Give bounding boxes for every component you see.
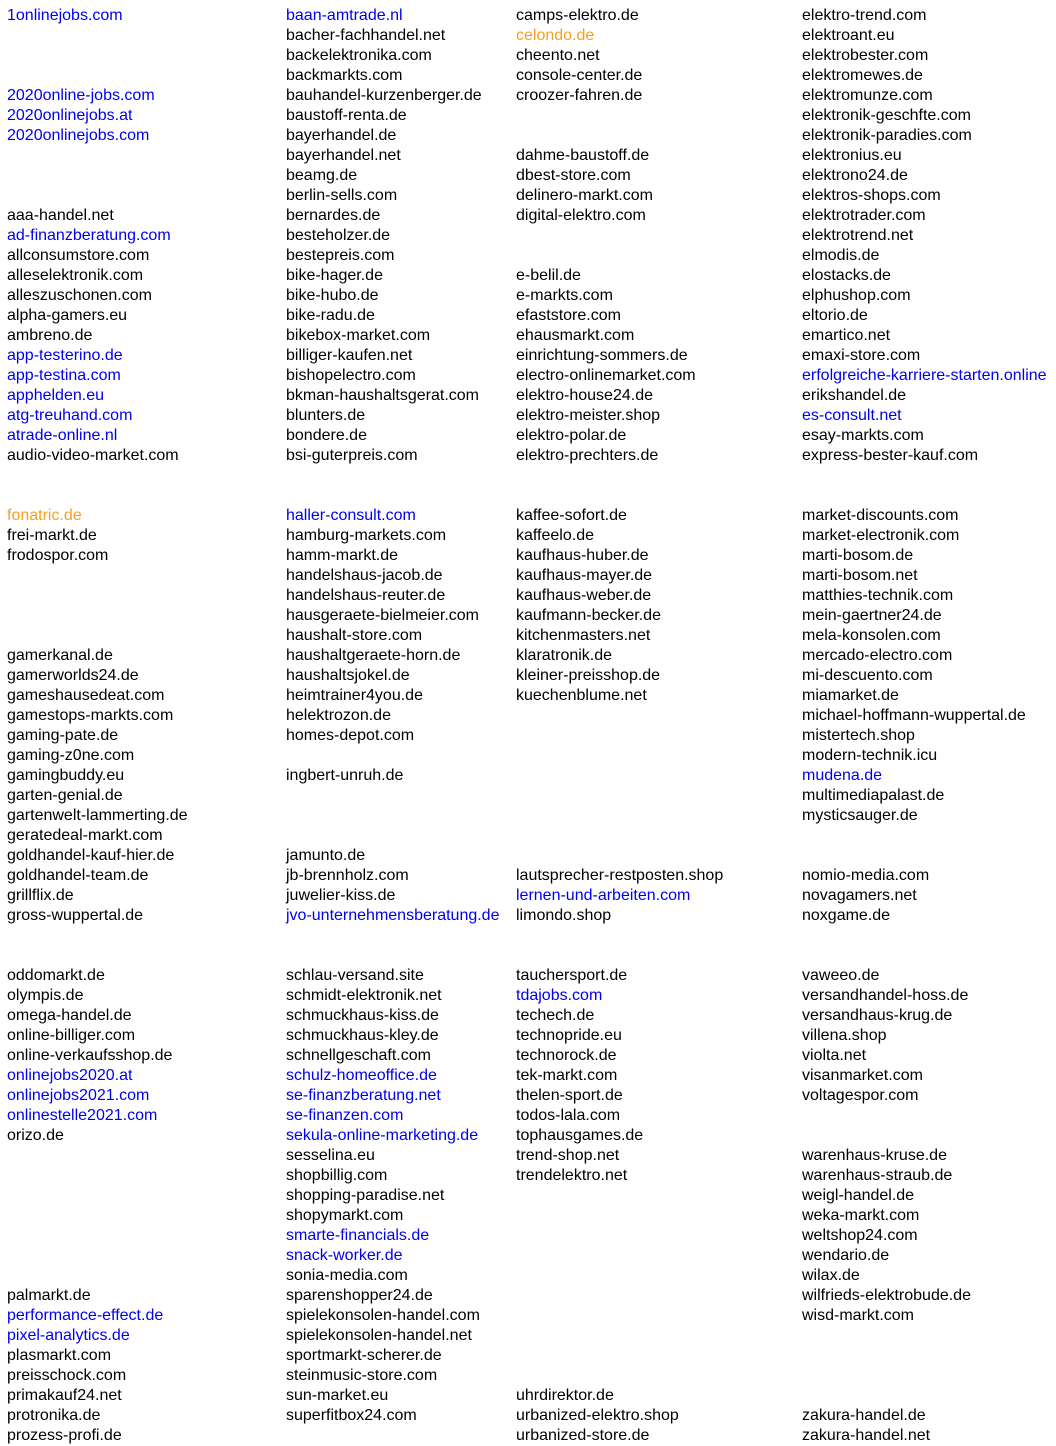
domain-entry[interactable]: elektros-shops.com <box>802 187 941 204</box>
domain-entry[interactable]: weka-markt.com <box>802 1207 920 1224</box>
domain-entry[interactable]: bernardes.de <box>286 207 381 224</box>
domain-entry[interactable]: versandhaus-krug.de <box>802 1007 953 1024</box>
domain-entry[interactable]: electro-onlinemarket.com <box>516 367 696 384</box>
blank-line <box>516 746 723 766</box>
blank-line <box>802 1326 1047 1346</box>
domain-entry[interactable]: goldhandel-team.de <box>7 867 149 884</box>
domain-entry[interactable]: schmuckhaus-kiss.de <box>286 1007 439 1024</box>
domain-entry[interactable]: gaming-pate.de <box>7 727 119 744</box>
blank-line <box>286 806 499 826</box>
domain-entry[interactable]: gross-wuppertal.de <box>7 907 144 924</box>
domain-entry[interactable]: gameshausedeat.com <box>7 687 165 704</box>
domain-entry[interactable]: bayerhandel.net <box>286 147 401 164</box>
domain-entry[interactable]: frei-markt.de <box>7 527 97 544</box>
domain-entry[interactable]: bondere.de <box>286 427 367 444</box>
domain-entry[interactable]: 2020onlinejobs.at <box>7 107 133 124</box>
domain-entry[interactable]: olympis.de <box>7 987 84 1004</box>
blank-line <box>7 1246 188 1266</box>
domain-entry[interactable]: haushaltsjokel.de <box>286 667 410 684</box>
domain-entry[interactable]: marti-bosom.de <box>802 547 914 564</box>
domain-entry[interactable]: voltagespor.com <box>802 1087 919 1104</box>
domain-entry[interactable]: ambreno.de <box>7 327 93 344</box>
domain-entry[interactable]: haller-consult.com <box>286 507 416 524</box>
domain-entry[interactable]: cheento.net <box>516 47 600 64</box>
domain-entry[interactable]: elektro-trend.com <box>802 7 927 24</box>
domain-entry[interactable]: marti-bosom.net <box>802 567 918 584</box>
blank-line <box>802 946 1047 966</box>
domain-entry[interactable]: technorock.de <box>516 1047 617 1064</box>
domain-entry[interactable]: palmarkt.de <box>7 1287 91 1304</box>
domain-entry[interactable]: limondo.shop <box>516 907 612 924</box>
domain-entry[interactable]: preisschock.com <box>7 1367 127 1384</box>
domain-entry[interactable]: elektrotrader.com <box>802 207 926 224</box>
domain-entry[interactable]: berlin-sells.com <box>286 187 398 204</box>
domain-entry[interactable]: kaffeelo.de <box>516 527 594 544</box>
domain-entry[interactable]: urbanized-store.de <box>516 1427 650 1444</box>
domain-entry[interactable]: kaufhaus-weber.de <box>516 587 652 604</box>
blank-line <box>516 106 723 126</box>
blank-line <box>7 1186 188 1206</box>
domain-entry[interactable]: ingbert-unruh.de <box>286 767 404 784</box>
domain-entry[interactable]: pixel-analytics.de <box>7 1327 130 1344</box>
blank-line <box>516 1346 723 1366</box>
domain-entry[interactable]: helektrozon.de <box>286 707 391 724</box>
domain-entry[interactable]: modern-technik.icu <box>802 747 938 764</box>
blank-line <box>516 1186 723 1206</box>
domain-entry[interactable]: bacher-fachhandel.net <box>286 27 446 44</box>
domain-entry[interactable]: kaufhaus-mayer.de <box>516 567 653 584</box>
domain-entry[interactable]: mi-descuento.com <box>802 667 933 684</box>
domain-entry[interactable]: apphelden.eu <box>7 387 104 404</box>
blank-line <box>516 946 723 966</box>
domain-entry[interactable]: shopping-paradise.net <box>286 1187 445 1204</box>
domain-entry[interactable]: onlinejobs2021.com <box>7 1087 150 1104</box>
domain-entry[interactable]: omega-handel.de <box>7 1007 132 1024</box>
domain-entry[interactable]: mela-konsolen.com <box>802 627 941 644</box>
domain-entry[interactable]: online-verkaufsshop.de <box>7 1047 173 1064</box>
domain-entry[interactable]: camps-elektro.de <box>516 7 639 24</box>
domain-entry[interactable]: fonatric.de <box>7 507 82 524</box>
domain-entry[interactable]: app-testerino.de <box>7 347 123 364</box>
domain-entry[interactable]: online-billiger.com <box>7 1027 136 1044</box>
domain-entry[interactable]: schulz-homeoffice.de <box>286 1067 437 1084</box>
blank-line <box>7 1266 188 1286</box>
blank-line <box>516 246 723 266</box>
domain-entry[interactable]: warenhaus-kruse.de <box>802 1147 947 1164</box>
blank-line <box>802 1346 1047 1366</box>
domain-entry[interactable]: vaweeo.de <box>802 967 880 984</box>
domain-entry[interactable]: gartenwelt-lammerting.de <box>7 807 188 824</box>
domain-entry[interactable]: atrade-online.nl <box>7 427 118 444</box>
domain-entry[interactable]: haushaltgeraete-horn.de <box>286 647 461 664</box>
domain-entry[interactable]: blunters.de <box>286 407 366 424</box>
domain-entry[interactable]: gamerkanal.de <box>7 647 113 664</box>
domain-entry[interactable]: alleszuschonen.com <box>7 287 152 304</box>
domain-entry[interactable]: wisd-markt.com <box>802 1307 915 1324</box>
domain-entry[interactable]: thelen-sport.de <box>516 1087 623 1104</box>
domain-entry[interactable]: elektro-prechters.de <box>516 447 659 464</box>
domain-entry[interactable]: gamingbuddy.eu <box>7 767 125 784</box>
blank-line <box>516 846 723 866</box>
domain-entry[interactable]: digital-elektro.com <box>516 207 646 224</box>
blank-line <box>7 1226 188 1246</box>
blank-line <box>286 926 499 946</box>
blank-line <box>7 1146 188 1166</box>
domain-entry[interactable]: prozess-profi.de <box>7 1427 122 1444</box>
blank-line <box>7 146 188 166</box>
domain-entry[interactable]: geratedeal-markt.com <box>7 827 163 844</box>
blank-line <box>286 826 499 846</box>
domain-entry[interactable]: 2020online-jobs.com <box>7 87 155 104</box>
domain-entry[interactable]: emaxi-store.com <box>802 347 921 364</box>
domain-entry[interactable]: audio-video-market.com <box>7 447 179 464</box>
domain-entry[interactable]: handelshaus-reuter.de <box>286 587 446 604</box>
domain-entry[interactable]: spielekonsolen-handel.net <box>286 1327 472 1344</box>
domain-entry[interactable]: bestepreis.com <box>286 247 395 264</box>
domain-entry[interactable]: esay-markts.com <box>802 427 924 444</box>
domain-entry[interactable]: urbanized-elektro.shop <box>516 1407 679 1424</box>
domain-entry[interactable]: gamestops-markts.com <box>7 707 174 724</box>
blank-line <box>7 26 188 46</box>
domain-entry[interactable]: bkman-haushaltsgerat.com <box>286 387 479 404</box>
domain-entry[interactable]: emartico.net <box>802 327 891 344</box>
domain-entry[interactable]: bikebox-market.com <box>286 327 431 344</box>
blank-line <box>7 926 188 946</box>
domain-entry[interactable]: elektro-polar.de <box>516 427 627 444</box>
blank-line <box>7 606 188 626</box>
domain-entry[interactable]: bike-hager.de <box>286 267 383 284</box>
domain-entry[interactable]: onlinejobs2020.at <box>7 1067 133 1084</box>
domain-entry[interactable]: elmodis.de <box>802 247 880 264</box>
domain-entry[interactable]: gamerworlds24.de <box>7 667 139 684</box>
domain-entry[interactable]: kitchenmasters.net <box>516 627 651 644</box>
domain-entry[interactable]: wilax.de <box>802 1267 860 1284</box>
domain-entry[interactable]: shopymarkt.com <box>286 1207 404 1224</box>
blank-line <box>802 846 1047 866</box>
domain-entry[interactable]: kaffee-sofort.de <box>516 507 627 524</box>
blank-line <box>802 826 1047 846</box>
domain-entry[interactable]: kleiner-preisshop.de <box>516 667 661 684</box>
domain-entry[interactable]: weigl-handel.de <box>802 1187 915 1204</box>
domain-entry[interactable]: steinmusic-store.com <box>286 1367 438 1384</box>
domain-entry[interactable]: kaufhaus-huber.de <box>516 547 649 564</box>
blank-line <box>516 926 723 946</box>
domain-entry[interactable]: kaufmann-becker.de <box>516 607 661 624</box>
domain-entry[interactable]: bsi-guterpreis.com <box>286 447 418 464</box>
domain-entry[interactable]: plasmarkt.com <box>7 1347 112 1364</box>
domain-entry[interactable]: 1onlinejobs.com <box>7 7 123 24</box>
domain-entry[interactable]: ehausmarkt.com <box>516 327 635 344</box>
domain-entry[interactable]: elektroant.eu <box>802 27 895 44</box>
domain-entry[interactable]: multimediapalast.de <box>802 787 945 804</box>
domain-column-1 <box>7 6 188 1446</box>
domain-entry[interactable]: oddomarkt.de <box>7 967 105 984</box>
domain-entry[interactable]: croozer-fahren.de <box>516 87 643 104</box>
blank-line <box>516 1366 723 1386</box>
domain-entry[interactable]: backelektronika.com <box>286 47 432 64</box>
domain-entry[interactable]: bayerhandel.de <box>286 127 397 144</box>
blank-line <box>802 1126 1047 1146</box>
domain-entry[interactable]: spielekonsolen-handel.com <box>286 1307 480 1324</box>
blank-line <box>802 1386 1047 1406</box>
blank-line <box>516 226 723 246</box>
domain-column-3 <box>516 6 723 1446</box>
blank-line <box>516 1326 723 1346</box>
domain-entry[interactable]: bike-radu.de <box>286 307 375 324</box>
domain-entry[interactable]: protronika.de <box>7 1407 101 1424</box>
blank-line <box>7 166 188 186</box>
domain-column-2 <box>286 6 499 1426</box>
blank-line <box>516 1206 723 1226</box>
blank-line <box>7 626 188 646</box>
domain-entry[interactable]: aaa-handel.net <box>7 207 114 224</box>
blank-line <box>286 466 499 486</box>
domain-entry[interactable]: alleselektronik.com <box>7 267 144 284</box>
domain-entry[interactable]: bike-hubo.de <box>286 287 379 304</box>
blank-line <box>7 66 188 86</box>
domain-entry[interactable]: weltshop24.com <box>802 1227 918 1244</box>
domain-entry[interactable]: bauhandel-kurzenberger.de <box>286 87 482 104</box>
domain-entry[interactable]: mudena.de <box>802 767 883 784</box>
domain-entry[interactable]: nomio-media.com <box>802 867 930 884</box>
domain-entry[interactable]: jb-brennholz.com <box>286 867 409 884</box>
domain-entry[interactable]: erikshandel.de <box>802 387 907 404</box>
domain-entry[interactable]: mein-gaertner24.de <box>802 607 942 624</box>
domain-entry[interactable]: violta.net <box>802 1047 867 1064</box>
blank-line <box>7 466 188 486</box>
domain-entry[interactable]: app-testina.com <box>7 367 121 384</box>
domain-entry[interactable]: mysticsauger.de <box>802 807 918 824</box>
domain-entry[interactable]: schnellgeschaft.com <box>286 1047 431 1064</box>
blank-line <box>516 786 723 806</box>
blank-line <box>7 1166 188 1186</box>
domain-entry[interactable]: villena.shop <box>802 1027 887 1044</box>
domain-entry[interactable]: celondo.de <box>516 27 595 44</box>
domain-entry[interactable]: orizo.de <box>7 1127 64 1144</box>
domain-entry[interactable]: sparenshopper24.de <box>286 1287 433 1304</box>
domain-column-4 <box>802 6 1047 1446</box>
domain-entry[interactable]: erfolgreiche-karriere-starten.online <box>802 367 1047 384</box>
blank-line <box>7 186 188 206</box>
domain-entry[interactable]: superfitbox24.com <box>286 1407 417 1424</box>
domain-entry[interactable]: e-markts.com <box>516 287 613 304</box>
domain-entry[interactable]: schmuckhaus-kley.de <box>286 1027 439 1044</box>
domain-entry[interactable]: wilfrieds-elektrobude.de <box>802 1287 971 1304</box>
domain-entry[interactable]: elektronik-geschfte.com <box>802 107 971 124</box>
domain-entry[interactable]: elektrono24.de <box>802 167 908 184</box>
blank-line <box>802 486 1047 506</box>
domain-entry[interactable]: wendario.de <box>802 1247 890 1264</box>
blank-line <box>7 566 188 586</box>
domain-entry[interactable]: einrichtung-sommers.de <box>516 347 688 364</box>
domain-entry[interactable]: klaratronik.de <box>516 647 613 664</box>
domain-entry[interactable]: tdajobs.com <box>516 987 603 1004</box>
domain-entry[interactable]: sportmarkt-scherer.de <box>286 1347 442 1364</box>
domain-entry[interactable]: schmidt-elektronik.net <box>286 987 442 1004</box>
domain-entry[interactable]: homes-depot.com <box>286 727 415 744</box>
blank-line <box>802 466 1047 486</box>
domain-entry[interactable]: besteholzer.de <box>286 227 391 244</box>
blank-line <box>516 766 723 786</box>
domain-entry[interactable]: gaming-z0ne.com <box>7 747 135 764</box>
domain-entry[interactable]: matthies-technik.com <box>802 587 954 604</box>
domain-entry[interactable]: elektromunze.com <box>802 87 933 104</box>
domain-entry[interactable]: console-center.de <box>516 67 643 84</box>
domain-entry[interactable]: zakura-handel.net <box>802 1427 931 1444</box>
domain-entry[interactable]: visanmarket.com <box>802 1067 923 1084</box>
domain-entry[interactable]: dahme-baustoff.de <box>516 147 650 164</box>
blank-line <box>516 726 723 746</box>
domain-entry[interactable]: jvo-unternehmensberatung.de <box>286 907 500 924</box>
domain-entry[interactable]: trend-shop.net <box>516 1147 620 1164</box>
domain-entry[interactable]: sesselina.eu <box>286 1147 375 1164</box>
domain-entry[interactable]: express-bester-kauf.com <box>802 447 979 464</box>
domain-entry[interactable]: michael-hoffmann-wuppertal.de <box>802 707 1026 724</box>
domain-entry[interactable]: ad-finanzberatung.com <box>7 227 171 244</box>
domain-entry[interactable]: shopbillig.com <box>286 1167 388 1184</box>
domain-entry[interactable]: onlinestelle2021.com <box>7 1107 158 1124</box>
blank-line <box>516 1246 723 1266</box>
domain-entry[interactable]: elostacks.de <box>802 267 891 284</box>
domain-entry[interactable]: efaststore.com <box>516 307 621 324</box>
domain-entry[interactable]: schlau-versand.site <box>286 967 424 984</box>
domain-entry[interactable]: todos-lala.com <box>516 1107 621 1124</box>
domain-entry[interactable]: sonia-media.com <box>286 1267 408 1284</box>
domain-entry[interactable]: es-consult.net <box>802 407 902 424</box>
domain-entry[interactable]: allconsumstore.com <box>7 247 150 264</box>
domain-entry[interactable]: performance-effect.de <box>7 1307 164 1324</box>
blank-line <box>802 926 1047 946</box>
domain-entry[interactable]: 2020onlinejobs.com <box>7 127 150 144</box>
domain-entry[interactable]: frodospor.com <box>7 547 109 564</box>
blank-line <box>516 126 723 146</box>
blank-line <box>516 826 723 846</box>
domain-entry[interactable]: tek-markt.com <box>516 1067 618 1084</box>
domain-entry[interactable]: miamarket.de <box>802 687 899 704</box>
blank-line <box>516 1226 723 1246</box>
domain-entry[interactable]: mercado-electro.com <box>802 647 953 664</box>
domain-entry[interactable]: smarte-financials.de <box>286 1227 430 1244</box>
domain-entry[interactable]: zakura-handel.de <box>802 1407 926 1424</box>
domain-entry[interactable]: grillflix.de <box>7 887 74 904</box>
blank-line <box>286 746 499 766</box>
domain-entry[interactable]: garten-genial.de <box>7 787 123 804</box>
blank-line <box>802 1366 1047 1386</box>
domain-entry[interactable]: elektrotrend.net <box>802 227 914 244</box>
domain-entry[interactable]: hamm-markt.de <box>286 547 399 564</box>
blank-line <box>286 486 499 506</box>
domain-entry[interactable]: market-discounts.com <box>802 507 959 524</box>
domain-entry[interactable]: bishopelectro.com <box>286 367 416 384</box>
blank-line <box>7 486 188 506</box>
blank-line <box>286 946 499 966</box>
blank-line <box>516 466 723 486</box>
domain-entry[interactable]: uhrdirektor.de <box>516 1387 614 1404</box>
domain-entry[interactable]: handelshaus-jacob.de <box>286 567 443 584</box>
blank-line <box>516 486 723 506</box>
domain-entry[interactable]: sekula-online-marketing.de <box>286 1127 479 1144</box>
domain-entry[interactable]: eltorio.de <box>802 307 868 324</box>
blank-line <box>516 1286 723 1306</box>
domain-entry[interactable]: heimtrainer4you.de <box>286 687 423 704</box>
domain-entry[interactable]: se-finanzen.com <box>286 1107 404 1124</box>
domain-entry[interactable]: jamunto.de <box>286 847 366 864</box>
domain-entry[interactable]: delinero-markt.com <box>516 187 653 204</box>
domain-entry[interactable]: noxgame.de <box>802 907 891 924</box>
domain-entry[interactable]: billiger-kaufen.net <box>286 347 413 364</box>
domain-entry[interactable]: elektro-house24.de <box>516 387 653 404</box>
domain-entry[interactable]: alpha-gamers.eu <box>7 307 128 324</box>
domain-entry[interactable]: techech.de <box>516 1007 595 1024</box>
domain-entry[interactable]: tophausgames.de <box>516 1127 644 1144</box>
domain-entry[interactable]: warenhaus-straub.de <box>802 1167 953 1184</box>
domain-entry[interactable]: beamg.de <box>286 167 358 184</box>
domain-entry[interactable]: elektronius.eu <box>802 147 902 164</box>
domain-entry[interactable]: kuechenblume.net <box>516 687 647 704</box>
domain-entry[interactable]: versandhandel-hoss.de <box>802 987 969 1004</box>
domain-entry[interactable]: atg-treuhand.com <box>7 407 133 424</box>
blank-line <box>516 806 723 826</box>
domain-entry[interactable]: haushalt-store.com <box>286 627 423 644</box>
domain-entry[interactable]: goldhandel-kauf-hier.de <box>7 847 175 864</box>
domain-entry[interactable]: novagamers.net <box>802 887 917 904</box>
domain-entry[interactable]: elektronik-paradies.com <box>802 127 972 144</box>
domain-entry[interactable]: tauchersport.de <box>516 967 628 984</box>
blank-line <box>516 706 723 726</box>
domain-entry[interactable]: elektrobester.com <box>802 47 929 64</box>
blank-line <box>516 1306 723 1326</box>
blank-line <box>516 1266 723 1286</box>
blank-line <box>286 786 499 806</box>
domain-entry[interactable]: elphushop.com <box>802 287 911 304</box>
domain-entry[interactable]: dbest-store.com <box>516 167 631 184</box>
domain-entry[interactable]: se-finanzberatung.net <box>286 1087 441 1104</box>
domain-entry[interactable]: backmarkts.com <box>286 67 403 84</box>
blank-line <box>7 1206 188 1226</box>
domain-entry[interactable]: technopride.eu <box>516 1027 622 1044</box>
domain-entry[interactable]: lernen-und-arbeiten.com <box>516 887 691 904</box>
blank-line <box>7 586 188 606</box>
blank-line <box>7 946 188 966</box>
domain-entry[interactable]: snack-worker.de <box>286 1247 403 1264</box>
blank-line <box>802 1106 1047 1126</box>
domain-entry[interactable]: elektro-meister.shop <box>516 407 661 424</box>
domain-entry[interactable]: hamburg-markets.com <box>286 527 447 544</box>
domain-entry[interactable]: sun-market.eu <box>286 1387 389 1404</box>
domain-entry[interactable]: lautsprecher-restposten.shop <box>516 867 724 884</box>
domain-entry[interactable]: baan-amtrade.nl <box>286 7 403 24</box>
domain-entry[interactable]: market-electronik.com <box>802 527 960 544</box>
domain-entry[interactable]: e-belil.de <box>516 267 581 284</box>
domain-entry[interactable]: primakauf24.net <box>7 1387 122 1404</box>
domain-entry[interactable]: hausgeraete-bielmeier.com <box>286 607 479 624</box>
domain-entry[interactable]: trendelektro.net <box>516 1167 628 1184</box>
blank-line <box>7 46 188 66</box>
domain-entry[interactable]: mistertech.shop <box>802 727 915 744</box>
domain-entry[interactable]: elektromewes.de <box>802 67 923 84</box>
domain-entry[interactable]: baustoff-renta.de <box>286 107 407 124</box>
domain-entry[interactable]: juwelier-kiss.de <box>286 887 396 904</box>
